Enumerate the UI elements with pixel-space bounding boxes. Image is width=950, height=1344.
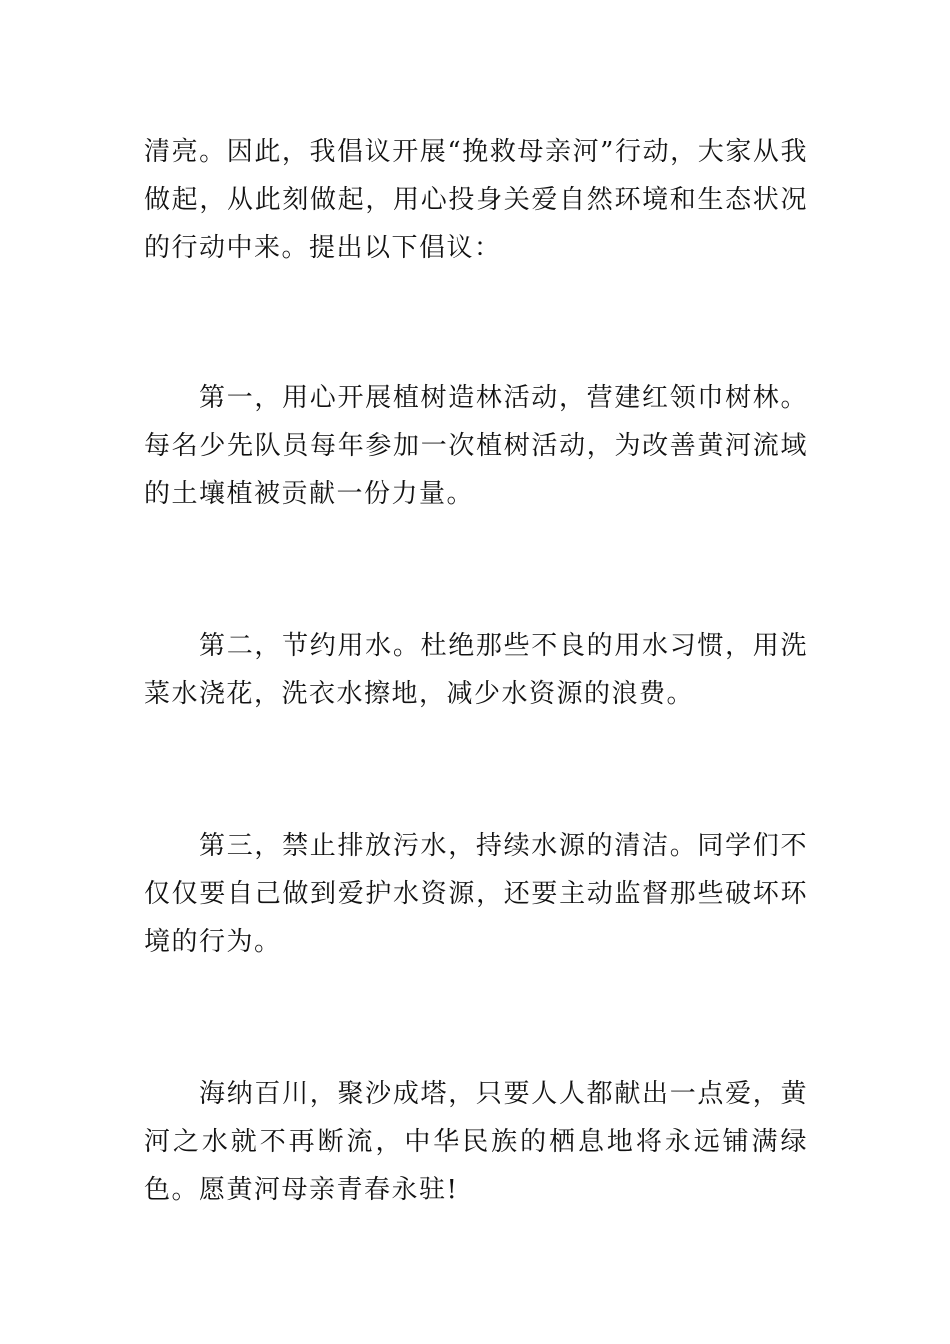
paragraph-intro-continuation: 清亮。因此，我倡议开展“挽救母亲河”行动，大家从我做起，从此刻做起，用心投身关爱自然环境和生态状况的行动中来。提出以下倡议： — [144, 137, 808, 263]
paragraph-proposal-1: 第一，用心开展植树造林活动，营建红领巾树林。每名少先队员每年参加一次植树活动，为改善黄河流域的土壤植被贡献一份力量。 — [144, 383, 808, 509]
paragraph-proposal-3: 第三，禁止排放污水，持续水源的清洁。同学们不仅仅要自己做到爱护水资源，还要主动监督那些破坏环境的行为。 — [144, 831, 808, 957]
paragraph-conclusion: 海纳百川，聚沙成塔，只要人人都献出一点爱，黄河之水就不再断流，中华民族的栖息地将永远铺满绿色。愿黄河母亲青春永驻! — [144, 1079, 808, 1205]
paragraph-proposal-2: 第二，节约用水。杜绝那些不良的用水习惯，用洗菜水浇花，洗衣水擦地，减少水资源的浪费。 — [144, 631, 808, 709]
